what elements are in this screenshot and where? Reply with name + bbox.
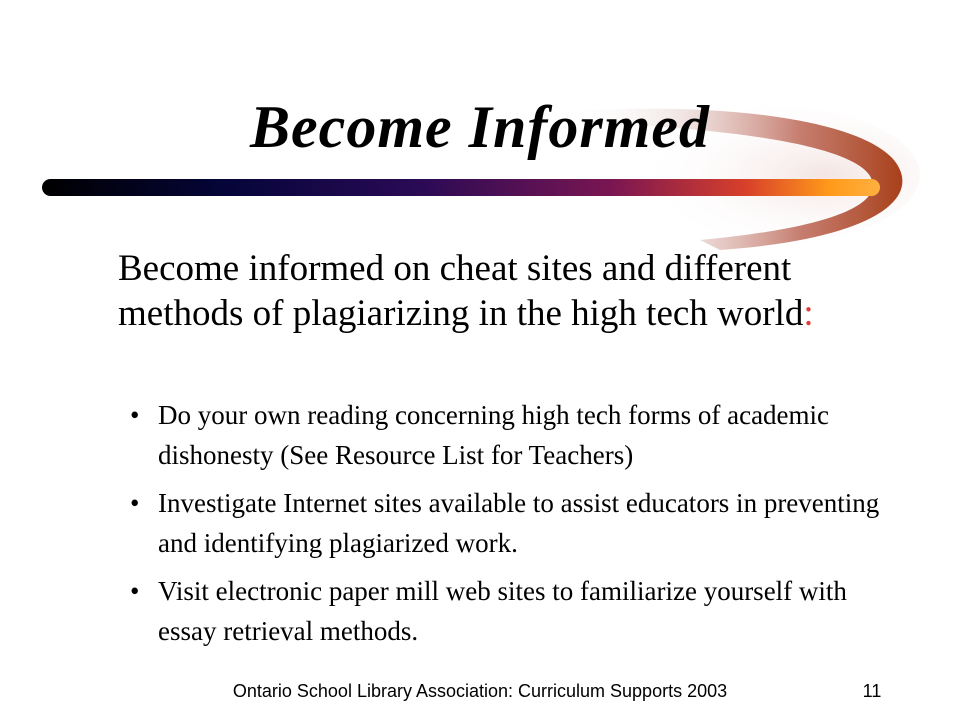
bullet-item — [130, 483, 900, 563]
intro-colon: : — [803, 293, 814, 334]
intro-text: Become informed on cheat sites and different methods of plagiarizing in the high tech world — [118, 248, 804, 334]
bullet-list — [130, 395, 900, 659]
page-number: 11 — [862, 681, 882, 701]
bullet-item — [130, 395, 900, 475]
bullet-marker: • — [130, 576, 140, 606]
bullet-text: Visit electronic paper mill web sites to familiarize yourself with essay retrieval methods. — [158, 576, 847, 646]
bullet-marker: • — [130, 400, 140, 430]
title-bar — [42, 179, 880, 196]
intro-paragraph — [118, 246, 898, 336]
bullet-item — [130, 571, 900, 651]
bullet-text: Do your own reading concerning high tech forms of academic dishonesty (See Resource List for Teachers) — [158, 400, 830, 470]
bullet-marker: • — [130, 488, 140, 518]
bullet-text: Investigate Internet sites available to assist educators in preventing and identifying plagiarized work. — [158, 488, 880, 558]
slide-title: Become Informed — [250, 94, 710, 160]
footer-text: Ontario School Library Association: Curriculum Supports 2003 — [232, 681, 728, 701]
